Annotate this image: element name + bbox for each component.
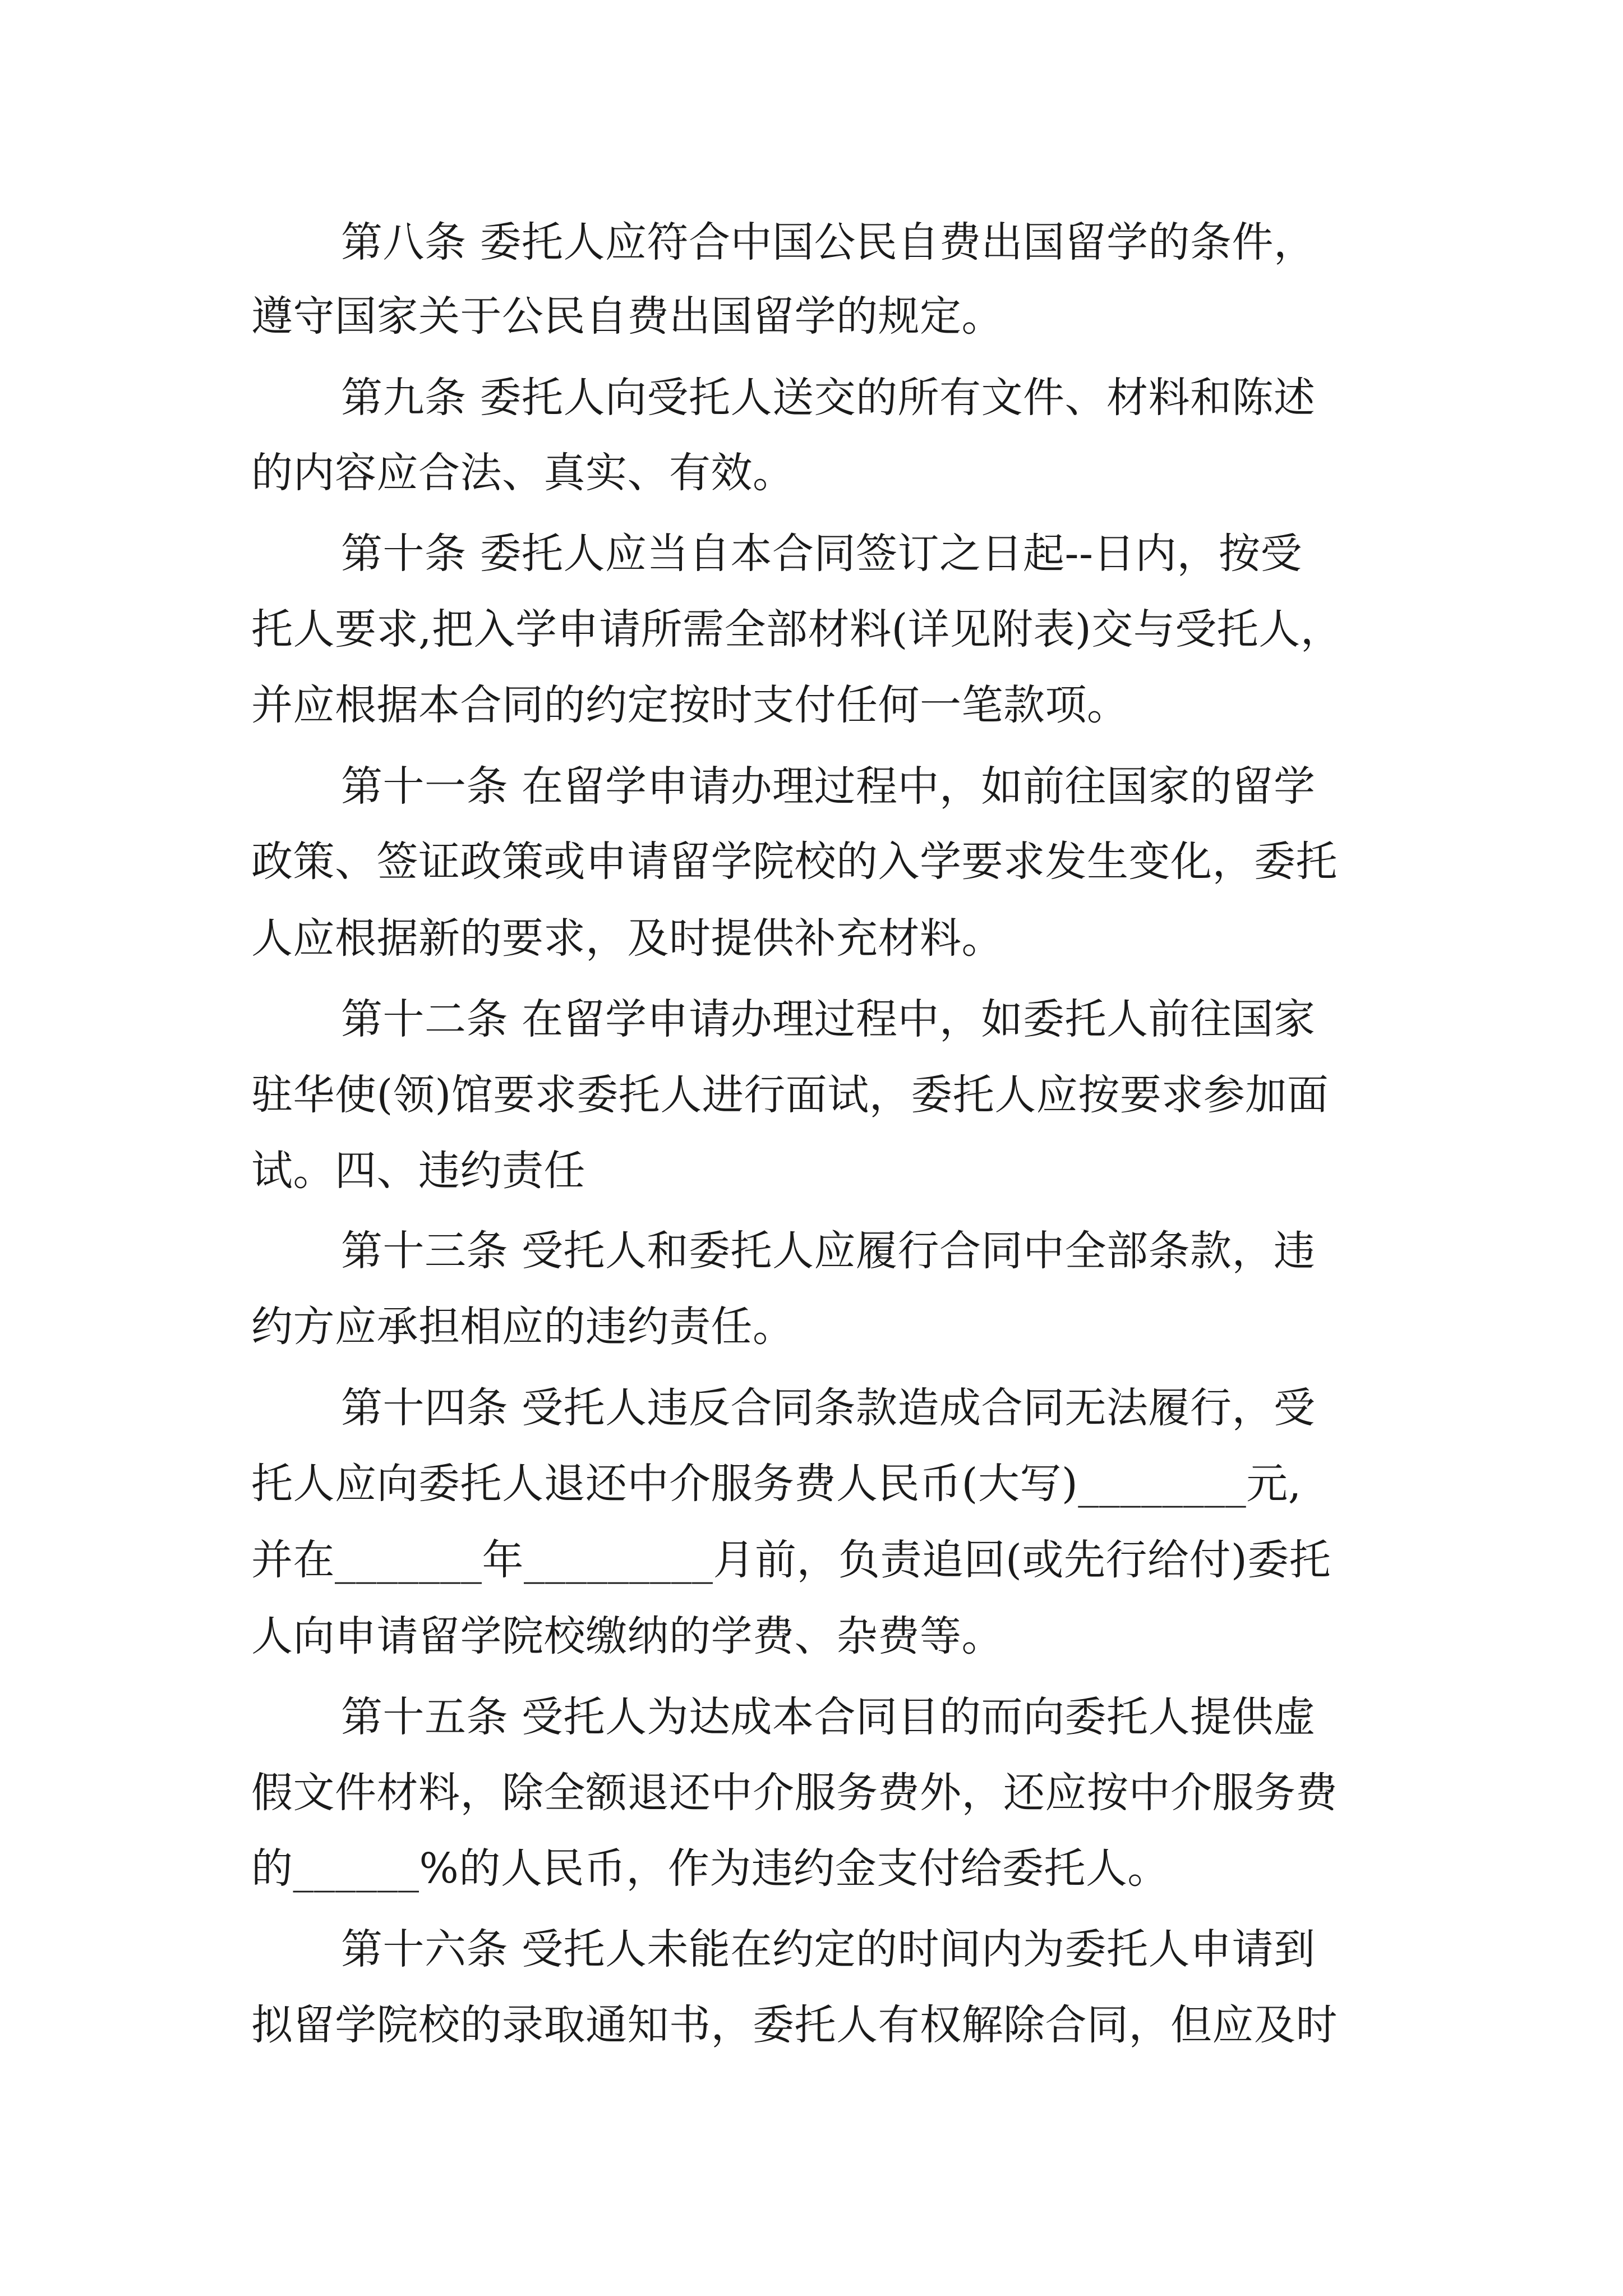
clause-14-line-1: 第十四条 受托人违反合同条款造成合同无法履行，受 (341, 1384, 1316, 1432)
clause-15-line-2: 假文件材料，除全额退还中介服务费外，还应按中介服务费 (251, 1769, 1338, 1817)
clause-10-line-3: 并应根据本合同的约定按时支付任何一笔款项。 (251, 681, 1129, 729)
clause-14-line-4: 人向申请留学院校缴纳的学费、杂费等。 (251, 1612, 1003, 1660)
clause-9-line-1: 第九条 委托人向受托人送交的所有文件、材料和陈述 (341, 374, 1316, 422)
clause-14-line-3: 并在_______年_________月前，负责追回(或先行给付)委托 (251, 1536, 1331, 1584)
clause-15-line-3: 的______%的人民币，作为违约金支付给委托人。 (251, 1844, 1169, 1893)
clause-13-line-1: 第十三条 受托人和委托人应履行合同中全部条款，违 (341, 1227, 1316, 1275)
clause-10-line-1: 第十条 委托人应当自本合同签订之日起--日内，按受 (341, 530, 1303, 578)
clause-11-line-1: 第十一条 在留学申请办理过程中，如前往国家的留学 (341, 762, 1316, 811)
clause-11-line-3: 人应根据新的要求，及时提供补充材料。 (251, 914, 1003, 963)
clause-14-line-2: 托人应向委托人退还中介服务费人民币(大写)________元, (251, 1460, 1302, 1508)
clause-12-line-2: 驻华使(领)馆要求委托人进行面试，委托人应按要求参加面 (251, 1071, 1329, 1119)
clause-12-line-3: 试。四、违约责任 (251, 1147, 585, 1195)
clause-16-line-2: 拟留学院校的录取通知书，委托人有权解除合同，但应及时 (251, 2001, 1338, 2049)
clause-11-line-2: 政策、签证政策或申请留学院校的入学要求发生变化，委托 (251, 838, 1338, 886)
clause-9-line-2: 的内容应合法、真实、有效。 (251, 449, 795, 497)
clause-15-line-1: 第十五条 受托人为达成本合同目的而向委托人提供虚 (341, 1693, 1316, 1741)
clause-8-line-2: 遵守国家关于公民自费出国留学的规定。 (251, 292, 1003, 341)
clause-8-line-1: 第八条 委托人应符合中国公民自费出国留学的条件， (341, 218, 1316, 266)
clause-13-line-2: 约方应承担相应的违约责任。 (251, 1303, 795, 1351)
clause-16-line-1: 第十六条 受托人未能在约定的时间内为委托人申请到 (341, 1925, 1316, 1973)
clause-12-line-1: 第十二条 在留学申请办理过程中，如委托人前往国家 (341, 995, 1316, 1043)
clause-10-line-2: 托人要求,把入学申请所需全部材料(详见附表)交与受托人， (251, 605, 1343, 654)
